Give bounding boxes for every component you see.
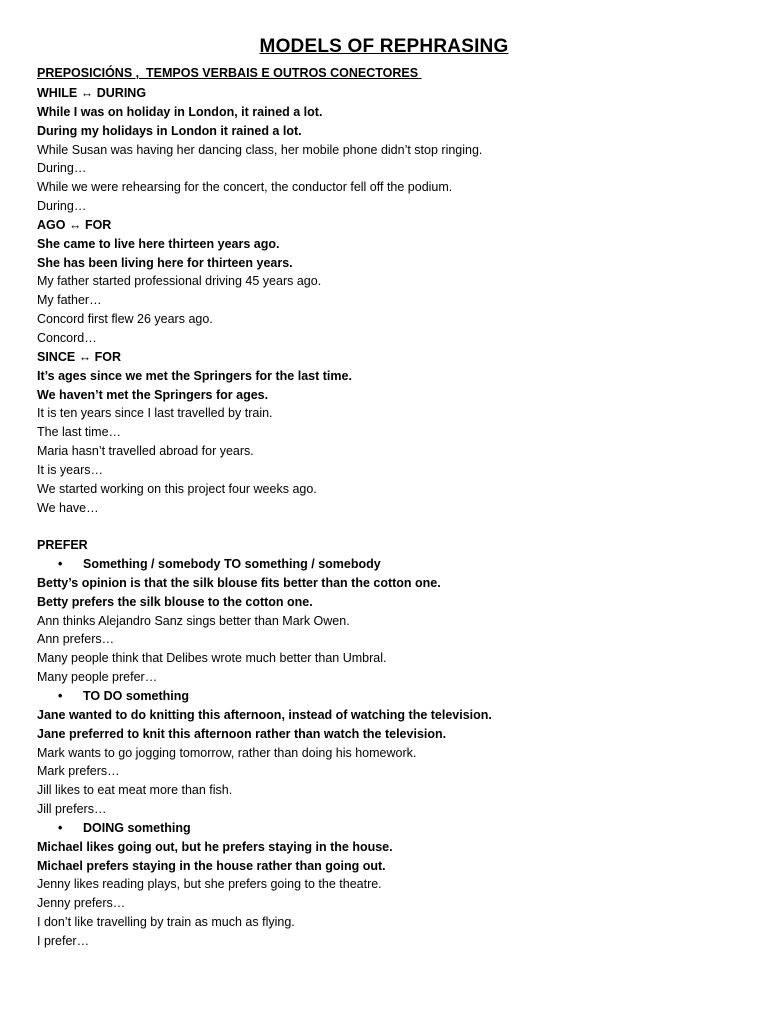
page-title: MODELS OF REPHRASING [259,36,509,57]
section-heading-while-during [37,84,737,103]
exercise-line: We started working on this project four weeks ago. [37,481,317,496]
exercise-line: Jill prefers… [37,802,107,817]
exercise-line: My father… [37,293,102,308]
example-line: During my holidays in London it rained a lot. [37,123,302,138]
bullet-item [37,555,737,574]
exercise-line: Concord… [37,330,97,345]
exercise-line: Jenny prefers… [37,896,126,911]
example-line: We haven’t met the Springers for ages. [37,387,269,402]
exercise-line: My father started professional driving 45 years ago. [37,274,322,289]
exercise-line: I prefer… [37,933,90,948]
document-body [37,84,737,951]
exercise-line: While Susan was having her dancing class, her mobile phone didn’t stop ringing. [37,142,483,157]
exercise-line: Many people prefer… [37,670,158,685]
exercise-line: Jenny likes reading plays, but she prefers going to the theatre. [37,877,382,892]
bullet-icon: • [58,557,63,572]
bullet-item [37,819,737,838]
heading-left: WHILE [37,86,78,100]
example-line: Jane preferred to knit this afternoon rather than watch the television. [37,726,447,741]
exercise-line: Jill likes to eat meat more than fish. [37,783,233,798]
exercise-line: I don’t like travelling by train as much as flying. [37,915,295,930]
section-heading-prefer: PREFER [37,538,88,553]
exercise-line: It is years… [37,462,103,477]
example-line: She came to live here thirteen years ago. [37,236,280,251]
exercise-line: The last time… [37,425,122,440]
page-subtitle: PREPOSICIÓNS , TEMPOS VERBAIS E OUTROS CONECTORES [37,66,422,80]
exercise-line: Mark wants to go jogging tomorrow, rather than doing his homework. [37,745,417,760]
exercise-line: While we were rehearsing for the concert, the conductor fell off the podium. [37,180,453,195]
double-arrow-icon: ↔ [80,86,94,100]
example-line: Michael prefers staying in the house rather than going out. [37,858,386,873]
example-line: Betty prefers the silk blouse to the cotton one. [37,594,313,609]
section-heading-ago-for [37,216,737,235]
double-arrow-icon: ↔ [78,349,92,364]
bullet-text: TO DO something [83,689,190,703]
heading-left: AGO [37,217,66,232]
example-line: Jane wanted to do knitting this afternoon, instead of watching the television. [37,707,492,722]
bullet-text: Something / somebody TO something / somebody [83,557,381,572]
bullet-text: DOING something [83,820,191,835]
bullet-icon: • [58,689,63,703]
example-line: While I was on holiday in London, it rained a lot. [37,104,323,119]
exercise-line: During… [37,199,87,214]
bullet-icon: • [58,820,63,835]
example-line: Betty’s opinion is that the silk blouse fits better than the cotton one. [37,575,441,590]
section-heading-since-for [37,348,737,367]
exercise-line: Maria hasn’t travelled abroad for years. [37,444,254,459]
exercise-line: Mark prefers… [37,764,120,779]
example-line: It’s ages since we met the Springers for the last time. [37,368,352,383]
exercise-line: Many people think that Delibes wrote much better than Umbral. [37,651,387,666]
heading-right: DURING [96,86,147,100]
heading-right: FOR [94,349,122,364]
double-arrow-icon: ↔ [68,217,82,232]
example-line: Michael likes going out, but he prefers staying in the house. [37,839,393,854]
bullet-item [37,687,737,706]
example-line: She has been living here for thirteen years. [37,255,293,270]
exercise-line: We have… [37,500,99,515]
exercise-line: It is ten years since I last travelled by train. [37,406,273,421]
exercise-line: Concord first flew 26 years ago. [37,312,213,327]
heading-right: FOR [84,217,112,232]
heading-left: SINCE [37,349,76,364]
exercise-line: Ann prefers… [37,632,115,647]
spacer [37,517,737,536]
exercise-line: Ann thinks Alejandro Sanz sings better than Mark Owen. [37,613,350,628]
exercise-line: During… [37,161,87,176]
